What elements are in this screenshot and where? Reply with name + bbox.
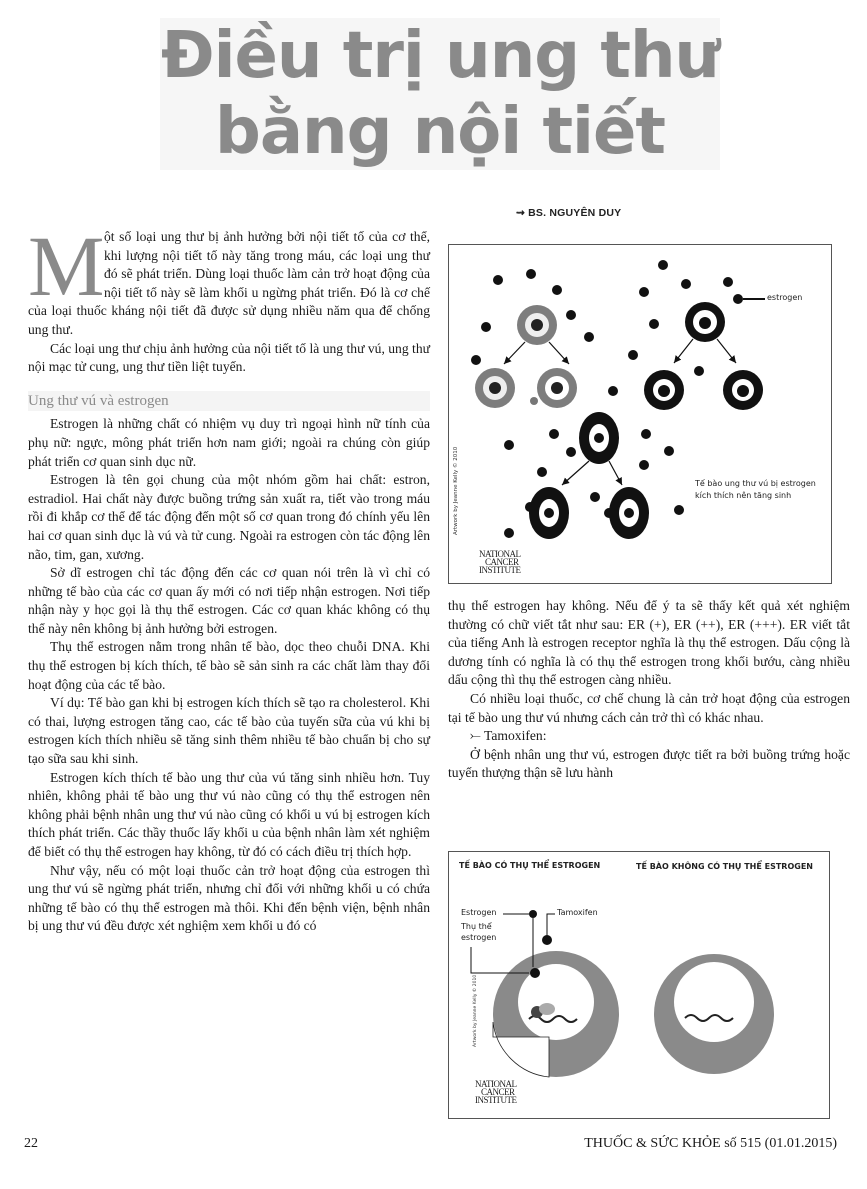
- estrogen-label: estrogen: [767, 293, 803, 302]
- intro-paragraph: ột số loại ung thư bị ảnh hưởng bởi nội tiết tố của cơ thể, khi lượng nội tiết tố này tăng trong máu, các loại ung thư đó sẽ phát triển. Dùng loại thuốc làm cản trở hoạt động của nội tiết tố này sẽ làm khối u ngừng phát triển. Đó là cơ chế của loại thuốc kháng nội tiết đã được sử dụng nhiều năm qua để chống ung thư.: [28, 229, 430, 337]
- estrogen-legend-dot: [733, 294, 743, 304]
- figure-1-caption-line-1: Tế bào ung thư vú bị estrogen: [695, 479, 816, 488]
- figure-2-heading-left: TẾ BÀO CÓ THỤ THỂ ESTROGEN: [459, 861, 601, 870]
- tamoxifen-molecule-icon: [542, 935, 552, 945]
- publication-info: THUỐC & SỨC KHỎE số 515 (01.01.2015): [584, 1136, 837, 1151]
- estrogen-label: Estrogen: [461, 908, 497, 917]
- artwork-credit: Artwork by Jeanne Kelly © 2010: [473, 974, 478, 1047]
- figure-estrogen-proliferation: [448, 244, 832, 584]
- left-column: [28, 218, 430, 936]
- cancer-cells-bottom: [529, 412, 649, 539]
- receptor-negative-cell: [654, 954, 774, 1074]
- estrogen-molecule-icon: [529, 910, 537, 918]
- receptor-label-line-2: estrogen: [461, 933, 497, 942]
- receptor-label-line-1: Thụ thể: [461, 922, 492, 931]
- drop-cap: M: [28, 218, 105, 314]
- title-line-2: bằng nội tiết: [215, 95, 665, 169]
- figure-1-caption-line-2: kích thích nên tăng sinh: [695, 491, 792, 500]
- normal-cells: [475, 305, 577, 408]
- artwork-credit: Artwork by Jeanne Kelly © 2010: [453, 446, 459, 535]
- paragraph: Ở bệnh nhân ung thư vú, estrogen được tiết ra bởi buồng trứng hoặc tuyến thượng thận sẽ lưu hành: [448, 746, 850, 781]
- paragraph: Sở dĩ estrogen chỉ tác động đến các cơ quan nói trên là vì chỉ có những tế bào của các cơ quan ấy mới có nơi tiếp nhận estrogen. Nơi tiếp nhận này y học gọi là thụ thể estrogen. Các cơ quan khác không có thụ thể này nên không bị ảnh hưởng bởi estrogen.: [28, 565, 430, 636]
- paragraph: Các loại ung thư chịu ảnh hưởng của nội tiết tố là ung thư vú, ung thư nội mạc tử cung, ung thư tiền liệt tuyến.: [28, 340, 430, 375]
- article-title: [160, 18, 720, 170]
- paragraph: Estrogen là tên gọi chung của một nhóm gồm hai chất: estron, estradiol. Hai chất này được buồng trứng sản xuất ra, tiết vào trong máu rồi đi khắp cơ thể để tác động đến một số cơ quan trong đó chính yếu lên hai cơ quan sinh dục là vú và tử cung. Ngoài ra estrogen còn tác động lên não, tim, gan, xương.: [28, 472, 430, 562]
- paragraph: Estrogen kích thích tế bào ung thư của vú tăng sinh nhiều hơn. Tuy nhiên, không phải tế bào ung thư vú nào cũng có thụ thể estrogen nên không phải bệnh nhân ung thư vú nào cũng có khối u vú bị estrogen kích thích phát triển. Các thầy thuốc lấy khối u của bệnh nhân làm xét nghiệm để biết có thụ thể estrogen hay không, từ đó có cách điều trị thích hợp.: [28, 769, 430, 859]
- page-number: 22: [24, 1136, 38, 1151]
- figure-2-heading-right: TẾ BÀO KHÔNG CÓ THỤ THỂ ESTROGEN: [636, 862, 813, 871]
- figure-tamoxifen-mechanism: [448, 851, 830, 1119]
- author-byline: ⇝ BS. NGUYÊN DUY: [516, 207, 622, 219]
- title-line-1: Điều trị ung thư: [160, 19, 720, 93]
- paragraph: Estrogen là những chất có nhiệm vụ duy trì ngoại hình nữ tính của phụ nữ: ngực, mông phát triển hơn nam giới; ngoài ra chúng còn giúp phát triển cơ quan sinh dục nữ.: [28, 416, 430, 469]
- tamoxifen-label: Tamoxifen: [557, 908, 598, 917]
- paragraph: thụ thể estrogen hay không. Nếu để ý ta sẽ thấy kết quả xét nghiệm thường có chữ viết tắt như sau: ER (+), ER (++), ER (+++). ER viết tắt của tiếng Anh là estrogen receptor nghĩa là thụ thể estrogen. Dấu cộng là dương tính có nghĩa là có thụ thể estrogen trong khối bướu, càng nhiều dấu cộng thì thụ thể estrogen càng nhiều.: [448, 598, 850, 688]
- nci-logo: NATIONAL CANCER INSTITUTE: [475, 1079, 517, 1105]
- receptor-positive-cell: [493, 951, 619, 1077]
- paragraph: Có nhiều loại thuốc, cơ chế chung là cản trở hoạt động của estrogen tại tế bào ung thư vú nhưng cách cản trở thì có khác nhau.: [448, 690, 850, 725]
- paragraph: Như vậy, nếu có một loại thuốc cản trở hoạt động của estrogen thì ung thư vú sẽ ngừng phát triển, nhưng chỉ đối với những khối u có chứa những tế bào có thụ thể estrogen mà thôi. Khi đến bệnh viện, bệnh nhân bị ung thư vú đều được xét nghiệm xem khối u đó có: [28, 862, 430, 934]
- cancer-cells-top: [644, 302, 763, 410]
- paragraph: Ví dụ: Tế bào gan khi bị estrogen kích thích sẽ tạo ra cholesterol. Khi có thai, lượng estrogen tăng cao, các tế bào của tuyến sữa của vú khi bị estrogen kích thích nhiều sẽ tăng sinh thêm nhiều tế bào chuẩn bị cho sự tạo sữa sau khi sinh.: [28, 695, 430, 767]
- right-column: [448, 597, 850, 783]
- tamoxifen-subheading: ⤚ Tamoxifen:: [470, 728, 547, 744]
- section-heading: Ung thư vú và estrogen: [28, 391, 430, 412]
- nci-logo: NATIONAL CANCER INSTITUTE: [479, 549, 521, 575]
- paragraph: Thụ thể estrogen nằm trong nhân tế bào, dọc theo chuỗi DNA. Khi thụ thể estrogen bị kích thích, tế bào sẽ sản sinh ra các chất làm thay đổi hoạt động của các tế bào.: [28, 639, 430, 692]
